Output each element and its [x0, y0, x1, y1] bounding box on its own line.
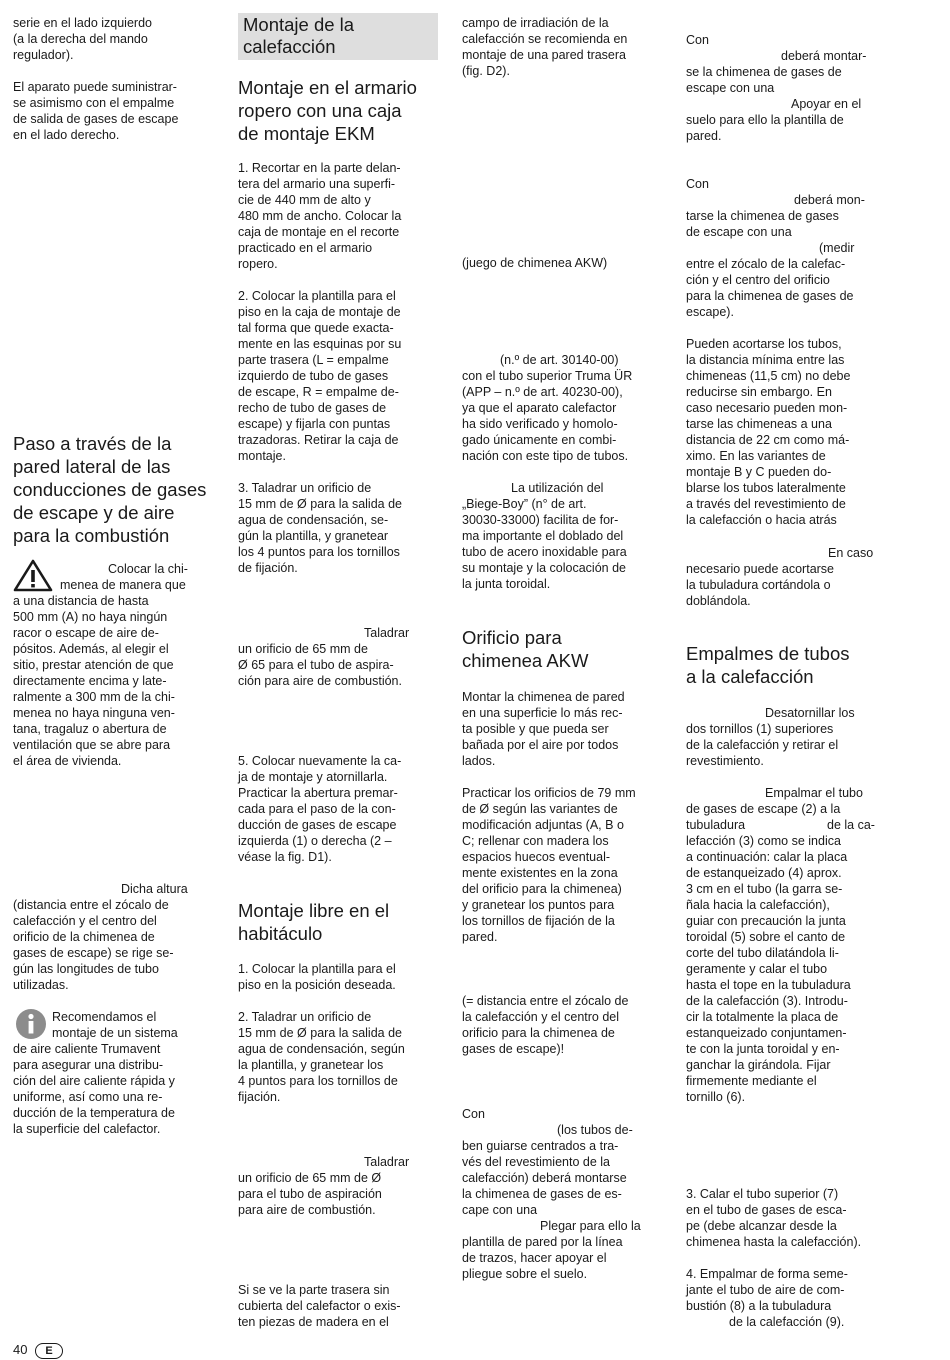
section-heading-ekm: Montaje en el armario ropero con una caja de montaje EKM	[238, 77, 417, 144]
warning-text: menea de manera que	[60, 578, 186, 592]
info-text: de aire caliente Trumavent para asegurar una distribu- ción del aire caliente rápida y uniforme, así como una re- ducción de la temperatura de la superficie del calefactor.	[13, 1042, 175, 1136]
paragraph: En caso	[828, 546, 874, 560]
section-heading-free-mount: Montaje libre en el habitáculo	[238, 900, 390, 944]
paragraph: Apoyar en el	[791, 97, 862, 111]
paragraph: deberá montar-	[781, 49, 867, 63]
step-text: un orificio de 65 mm de Ø 65 para el tubo de aspira- ción para aire de combustión.	[238, 642, 402, 688]
paragraph: Con	[686, 177, 709, 191]
step-text: 2. Taladrar un orificio de 15 mm de Ø para la salida de agua de condensación, según la plantilla, y granetear los 4 puntos para los tornillos de fijación.	[238, 1010, 405, 1104]
paragraph: (juego de chimenea AKW)	[462, 256, 608, 270]
step-text: Empalmar el tubo	[765, 786, 863, 800]
warning-text: Colocar la chi-	[108, 562, 188, 576]
paragraph: Plegar para ello la	[540, 1219, 641, 1233]
step-text: 4. Empalmar de forma seme- jante el tubo de aire de com- bustión (8) a la tubuladura	[686, 1267, 848, 1313]
paragraph: se la chimenea de gases de escape con una	[686, 65, 842, 95]
language-badge: E	[35, 1343, 63, 1359]
step-text: 2. Colocar la plantilla para el piso en la caja de montaje de tal forma que quede exacta- mente en las esquinas por su parte trasera (L = empalme izquierdo de tubo de gases de escape, R = empalme de- recho de tubo de gases de escape) y fijarla con puntas trazadoras. Retirar la caja de montaje.	[238, 289, 402, 463]
warning-text: a una distancia de hasta 500 mm (A) no haya ningún racor o escape de aire de- pósitos. Además, al elegir el sitio, prestar atención de que directamente encima y late- ralmente a 300 mm de la chi- menea no haya ninguna ven- tana, tragaluz o abertura de ventilación que se abre para el área de vivienda.	[13, 594, 175, 768]
step-text: Taladrar	[364, 626, 410, 640]
step-text: dos tornillos (1) superiores de la calefacción y retirar el revestimiento.	[686, 722, 839, 768]
paragraph: serie en el lado izquierdo (a la derecha del mando regulador).	[13, 16, 152, 62]
paragraph: Dicha altura	[121, 882, 188, 896]
paragraph: Pueden acortarse los tubos, la distancia mínima entre las chimeneas (11,5 cm) no debe reducirse sin embargo. En caso necesario pueden mon- tarse las chimeneas a una distancia de 22 cm como má- ximo. En las variantes de montaje B y C pueden do- blarse los tubos lateralmente a través del revestimiento de la calefacción o hacia atrás	[686, 337, 851, 527]
page-footer	[13, 1342, 63, 1359]
paragraph: suelo para ello la plantilla de pared.	[686, 113, 844, 143]
info-text: Recomendamos el montaje de un sistema	[52, 1010, 178, 1040]
section-heading-lateral-wall: Paso a través de la pared lateral de las conducciones de gases de escape y de aire para la combustión	[13, 433, 207, 546]
step-text: 1. Recortar en la parte delan- tera del armario una superfi- cie de 440 mm de alto y 480 mm de ancho. Colocar la caja de montaje en el recorte practicado en el armario ropero.	[238, 161, 402, 271]
info-icon	[15, 1008, 47, 1044]
paragraph: Practicar los orificios de 79 mm de Ø según las variantes de modificación adjuntas (A, B o C; rellenar con madera los espacios huecos eventual- mente existentes en la zona del orificio para la chimenea) y granetear los puntos para los tornillos de fijación de la pared.	[462, 786, 636, 944]
step-text: Desatornillar los	[765, 706, 855, 720]
step-text: 3. Calar el tubo superior (7) en el tubo de gases de esca- pe (debe alcanzar desde la chimenea hasta la calefacción).	[686, 1187, 862, 1249]
paragraph: Con	[462, 1107, 485, 1121]
paragraph: campo de irradiación de la calefacción se recomienda en montaje de una pared trasera (fig. D2).	[462, 16, 628, 78]
paragraph: (= distancia entre el zócalo de la calefacción y el centro del orificio para la chimenea de gases de escape)!	[462, 994, 629, 1056]
page-number: 40	[13, 1342, 28, 1357]
section-heading-pipe-connections: Empalmes de tubos a la calefacción	[686, 643, 850, 687]
paragraph: (los tubos de-	[557, 1123, 633, 1137]
paragraph: Si se ve la parte trasera sin cubierta del calefactor o exis- ten piezas de madera en el	[238, 1283, 401, 1329]
paragraph: La utilización del	[511, 481, 604, 495]
paragraph: (medir	[819, 241, 855, 255]
paragraph: „Biege-Boy” (n° de art. 30030-33000) facilita de for- ma importante el doblado del tubo de acero inoxidable para su montaje y la colocación de la junta toroidal.	[462, 497, 627, 591]
warning-icon	[13, 559, 53, 596]
paragraph: con el tubo superior Truma ÜR (APP – n.º de art. 40230-00), ya que el aparato calefactor ha sido verificado y homolo- gado únicamente en combi- nación con este tipo de tubos.	[462, 369, 633, 463]
paragraph: Con	[686, 33, 709, 47]
step-text: de gases de escape (2) a la tubuladura	[686, 802, 841, 832]
step-text: 3. Taladrar un orificio de 15 mm de Ø para la salida de agua de condensación, se- gún la plantilla, y granetear los 4 puntos para los tornillos de fijación.	[238, 481, 402, 575]
step-text: 1. Colocar la plantilla para el piso en la posición deseada.	[238, 962, 396, 992]
paragraph: El aparato puede suministrar- se asimismo con el empalme de salida de gases de escape en el lado derecho.	[13, 80, 179, 142]
step-text: lefacción (3) como se indica a continuación: calar la placa de estanqueizado (4) aprox. 3 cm en el tubo (la garra se- ñala hacia la calefacción), guiar con precaución la junta toroidal (5) sobre el canto de corte del tubo dilatándola li- geramente y calar el tubo hasta el tope en la tubuladura de la calefacción (3). Introdu- cir la totalmente la placa de estanqueizado conjuntamen- te con la junta toroidal y en- ganchar la girándola. Fijar firmemente mediante el tornillo (6).	[686, 834, 851, 1104]
paragraph: necesario puede acortarse la tubuladura cortándola o doblándola.	[686, 562, 835, 608]
chapter-heading-box: Montaje de la calefacción	[238, 13, 438, 60]
paragraph: Montar la chimenea de pared en una superficie lo más rec- ta posible y que pueda ser bañada por el aire por todos lados.	[462, 690, 625, 768]
step-text: Taladrar	[364, 1155, 410, 1169]
section-heading-akw: Orificio para chimenea AKW	[462, 627, 589, 671]
step-text: de la ca-	[827, 818, 875, 832]
step-text: un orificio de 65 mm de Ø para el tubo de aspiración para aire de combustión.	[238, 1171, 382, 1217]
step-text: 5. Colocar nuevamente la ca- ja de montaje y atornillarla. Practicar la abertura premar- cada para el paso de la con- ducción de gases de escape izquierda (1) o derecha (2 – véase la fig. D1).	[238, 754, 402, 864]
paragraph: plantilla de pared por la línea de trazos, hacer apoyar el pliegue sobre el suelo.	[462, 1235, 623, 1281]
paragraph: tarse la chimenea de gases de escape con una	[686, 209, 839, 239]
paragraph: ben guiarse centrados a tra- vés del revestimiento de la calefacción) deberá montarse la chimenea de gases de es- cape con una	[462, 1139, 627, 1217]
paragraph: (distancia entre el zócalo de calefacción y el centro del orificio de la chimenea de gases de escape) se rige se- gún las longitudes de tubo utilizadas.	[13, 898, 174, 992]
paragraph: deberá mon-	[794, 193, 865, 207]
paragraph: entre el zócalo de la calefac- ción y el centro del orificio para la chimenea de gases de escape).	[686, 257, 854, 319]
paragraph: (n.º de art. 30140-00)	[500, 353, 619, 367]
step-text: de la calefacción (9).	[729, 1315, 845, 1329]
